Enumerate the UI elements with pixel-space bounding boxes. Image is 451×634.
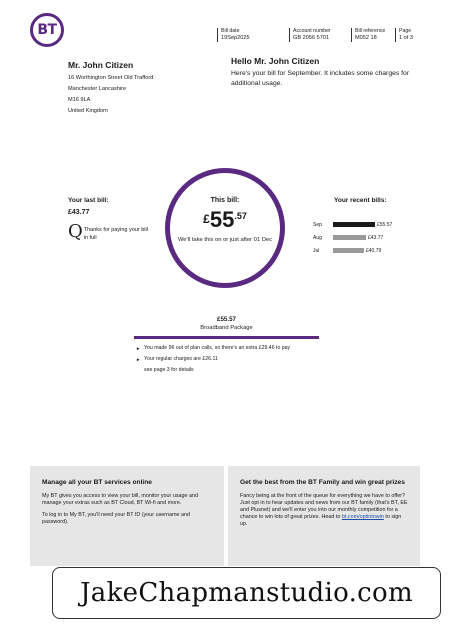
summary-item	[134, 345, 319, 352]
greeting	[231, 56, 431, 88]
this-bill-amount	[170, 209, 280, 231]
bullet-icon: ►	[136, 357, 141, 362]
page-label: Page	[399, 28, 412, 34]
summary-list	[134, 345, 319, 363]
recent-bill-bar	[333, 222, 375, 227]
watermark-text: JakeChapmanstudio.com	[80, 578, 413, 608]
bill-summary	[134, 316, 319, 373]
bill-reference-label: Bill reference	[355, 28, 386, 34]
thanks-text: Thanks for paying your bill in full	[83, 227, 148, 241]
bt-family-para-text: Fancy being at the front of the queue for everything we have to offer? Just opt in to hear updates and news from our BT family (that's BT, EE and Plusnet) and we'll enter you into our monthly competition for a chance to win lots of great prizes. Head to	[240, 493, 408, 520]
see-details-link[interactable]: see page 3 for details	[144, 367, 194, 373]
summary-item-text: You made 96 out of plan calls, so there's an extra £29.46 to pay	[144, 345, 291, 351]
customer-name: Mr. John Citizen	[68, 60, 134, 70]
summary-item-text: Your regular charges are £26.11	[144, 356, 218, 362]
summary-amount: £55.57	[217, 316, 236, 323]
account-number-label: Account number	[293, 28, 331, 34]
bill-date	[217, 28, 289, 42]
currency-symbol: £	[203, 212, 210, 226]
recent-bill-row	[313, 218, 433, 231]
summary-package: Broadband Package	[200, 325, 253, 331]
address-line: Manchester Lancashire	[68, 86, 127, 92]
bill-meta	[217, 28, 421, 42]
recent-bills-chart	[313, 218, 433, 257]
bullet-icon: ►	[136, 346, 141, 351]
last-bill-label: Your last bill:	[68, 197, 109, 204]
this-bill-label: This bill:	[210, 197, 240, 204]
bill-date-value: 19Sep2025	[221, 35, 250, 41]
bt-family-para	[240, 493, 408, 528]
page-number	[395, 28, 421, 42]
recent-bill-bar	[333, 235, 366, 240]
last-bill-amount: £43.77	[68, 209, 90, 216]
manage-services-panel	[30, 466, 224, 566]
bill-reference-value: M052 18	[355, 35, 377, 41]
amount-pounds: 55	[209, 207, 235, 232]
recent-bills	[313, 197, 433, 257]
account-number	[289, 28, 351, 42]
address-line: United Kingdom	[68, 108, 108, 114]
recent-bill-month: Aug	[313, 234, 322, 241]
optin-link[interactable]: bt.com/optintowin	[341, 514, 384, 520]
bt-family-title: Get the best from the BT Family and win great prizes	[240, 479, 405, 486]
greeting-message: Here's your bill for September. It includes some charges for additional usage.	[231, 70, 410, 87]
bill-date-label: Bill date	[221, 28, 240, 34]
thanks-note	[68, 221, 148, 242]
manage-services-login-para: To log in to My BT, you'll need your BT ID (your username and password).	[42, 512, 191, 525]
account-number-value: GB 2056 5701	[293, 35, 330, 41]
watermark-banner	[52, 567, 441, 619]
bt-family-panel	[228, 466, 420, 566]
bt-logo	[30, 13, 64, 47]
recent-bill-amount: £55.57	[377, 221, 393, 228]
recent-bill-row	[313, 231, 433, 244]
recent-bill-month: Sep	[313, 221, 322, 228]
manage-services-title: Manage all your BT services online	[42, 479, 152, 486]
recent-bill-amount: £40.79	[366, 247, 382, 254]
page-value: 1 of 3	[399, 35, 413, 41]
manage-services-para: My BT gives you access to view your bill, monitor your usage and manage your extras such as BT Cloud, BT Wi-fi and more.	[42, 493, 198, 506]
recent-bill-row	[313, 244, 433, 257]
bt-logo-text: BT	[37, 22, 57, 38]
bt-family-para-end: to sign up.	[240, 514, 402, 527]
thanks-initial: Q	[68, 221, 83, 242]
recent-bill-bar	[333, 248, 364, 253]
summary-divider	[134, 336, 319, 339]
last-bill	[68, 197, 148, 242]
address-line: M16 9LA	[68, 97, 91, 103]
bill-reference	[351, 28, 395, 42]
customer-address	[68, 60, 153, 117]
address-line: 16 Worthington Street Old Trafford	[68, 75, 154, 81]
payment-note: We'll take this on or just after 01 Dec	[177, 237, 273, 243]
amount-pence: .57	[234, 211, 247, 221]
recent-bill-amount: £43.77	[368, 234, 384, 241]
recent-bills-label: Your recent bills:	[334, 197, 387, 204]
recent-bill-month: Jul	[313, 247, 320, 254]
summary-item	[134, 356, 319, 363]
greeting-hello: Hello Mr. John Citizen	[231, 56, 320, 66]
this-bill-circle	[165, 168, 285, 288]
